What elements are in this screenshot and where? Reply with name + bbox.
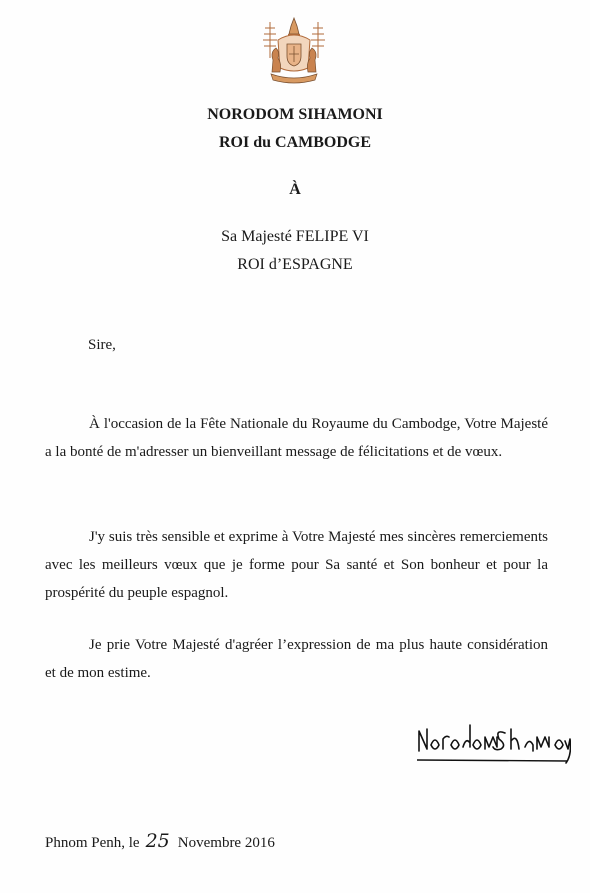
paragraph-1: À l'occasion de la Fête Nationale du Royaume du Cambodge, Votre Majesté a la bonté de m'adresser un bienveillant message de félicitations et de vœux.: [45, 416, 548, 460]
paragraph-3: Je prie Votre Majesté d'agréer l’expression de ma plus haute considération et de mon estime.: [45, 637, 548, 681]
dateline-day: 25: [145, 830, 170, 852]
to-word: À: [289, 181, 301, 198]
handwritten-signature: [413, 713, 571, 765]
recipient-title: ROI d’ESPAGNE: [237, 256, 353, 273]
salutation: Sire,: [88, 337, 116, 353]
paragraph-2: J'y suis très sensible et exprime à Votre Majesté mes sincères remerciements avec les meilleurs vœux que je forme pour Sa santé et Son bonheur et pour la prospérité du peuple espagnol.: [45, 529, 548, 601]
sender-title: ROI du CAMBODGE: [218, 134, 372, 151]
royal-coat-of-arms-icon: [261, 16, 327, 86]
recipient-name: Sa Majesté FELIPE VI: [221, 228, 369, 245]
dateline-month-year: Novembre 2016: [177, 835, 275, 851]
sender-name: NORODOM SIHAMONI: [207, 106, 383, 123]
dateline: [45, 830, 275, 854]
dateline-prefix: Phnom Penh, le: [45, 835, 140, 851]
